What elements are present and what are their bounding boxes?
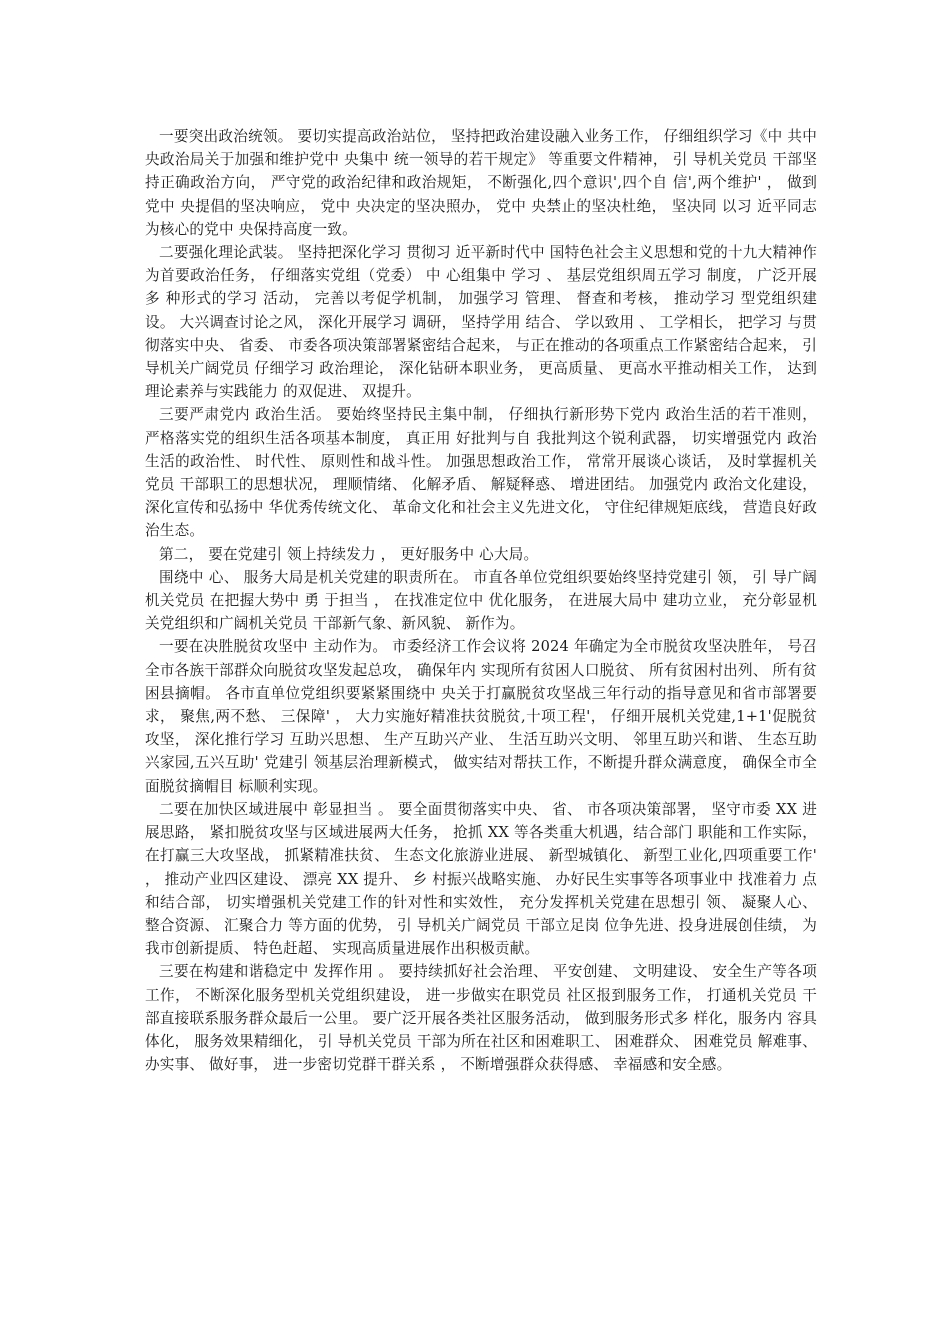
paragraph-regional-development: 二要在加快区域进展中 彰显担当 。 要全面贯彻落实中央、 省、 市各项决策部署， 坚守市委 XX 进展思路， 紧扣脱贫攻坚与区域进展两大任务， 抢抓 XX 等各类重大机遇，结合部门 职能和工作实际， 在打赢三大攻坚战， 抓紧精准扶贫、 生态文化旅游业进展、 新型城镇化、 新型工业化,四项重要工作' ， 推动产业四区建设、 漂亮 XX 提升、 乡 村振兴战略实施、 办好民生实事等各项事业中 找准着力 点和结合部， 切实增强机关党建工作的针对性和实效性， 充分发挥机关党建在思想引 领、 凝聚人心、 整合资源、 汇聚合力 等方面的优势， 引 导机关广阔党员 干部立足岗 位争先进、投身进展创佳绩， 为我市创新提质、 特色赶超、 实现高质量进展作出积极贡献。 [145, 800, 817, 958]
document-body [145, 125, 817, 1076]
paragraph-serve-overall: 围绕中 心、 服务大局是机关党建的职责所在。 市直各单位党组织要始终坚持党建引 领， 引 导广阔机关党员 在把握大势中 勇 于担当 ， 在找准定位中 优化服务， 在进展大局中 建功立业， 充分彰显机关党组织和广阔机关党员 干部新气象、新风貌、 新作为。 [145, 568, 817, 633]
paragraph-political-leadership: 一要突出政治统领。 要切实提高政治站位， 坚持把政治建设融入业务工作， 仔细组织学习《中 共中 央政治局关于加强和维护党中 央集中 统一领导的若干规定》 等重要文件精神， 引 导机关党员 干部坚持正确政治方向， 严守党的政治纪律和政治规矩， 不断强化,四个意识',四个自 信',两个维护' ， 做到党中 央提倡的坚决响应， 党中 央决定的坚决照办， 党中 央禁止的坚决杜绝， 坚决同 以习 近平同志为核心的党中 央保持高度一致。 [145, 128, 817, 238]
paragraph-harmony-stability: 三要在构建和谐稳定中 发挥作用 。 要持续抓好社会治理、 平安创建、 文明建设、 安全生产等各项工作， 不断深化服务型机关党组织建设， 进一步做实在职党员 社区报到服务工作， 打通机关党员 干部直接联系服务群众最后一公里。 要广泛开展各类社区服务活动， 做到服务形式多 样化，服务内 容具体化， 服务效果精细化， 引 导机关党员 干部为所在社区和困难职工、 困难群众、 困难党员 解难事、 办实事、 做好事， 进一步密切党群干群关系 ， 不断增强群众获得感、 幸福感和安全感。 [145, 963, 817, 1074]
paragraph-party-political-life: 三要严肃党内 政治生活。 要始终坚持民主集中制， 仔细执行新形势下党内 政治生活的若干准则， 严格落实党的组织生活各项基本制度， 真正用 好批判与自 我批判这个锐利武器， 切实增强党内 政治生活的政治性、 时代性、 原则性和战斗性。 加强思想政治工作， 常常开展谈心谈话， 及时掌握机关党员 干部职工的思想状况， 理顺情绪、 化解矛盾、 解疑释惑、 增进团结。 加强党内 政治文化建设， 深化宣传和弘扬中 华优秀传统文化、 革命文化和社会主义先进文化， 守住纪律规矩底线， 营造良好政治生态。 [145, 406, 817, 540]
section-heading-second: 第二， 要在党建引 领上持续发力 ， 更好服务中 心大局。 [159, 545, 539, 563]
paragraph-theory-arming: 二要强化理论武装。 坚持把深化学习 贯彻习 近平新时代中 国特色社会主义思想和党的十九大精神作为首要政治任务， 仔细落实党组（党委） 中 心组集中 学习 、 基层党组织周五学习 制度， 广泛开展多 种形式的学习 活动， 完善以考促学机制， 加强学习 管理、 督查和考核， 推动学习 型党组织建设。 大兴调查讨论之风， 深化开展学习 调研， 坚持学用 结合、 学以致用 、 工学相长， 把学习 与贯彻落实中央、 省委、 市委各项决策部署紧密结合起来， 与正在推动的各项重点工作紧密结合起来， 引 导机关广阔党员 仔细学习 政治理论， 深化钻研本职业务， 更高质量、 更高水平推动相关工作， 达到理论素养与实践能力 的双促进、 双提升。 [145, 244, 817, 401]
paragraph-poverty-alleviation: 一要在决胜脱贫攻坚中 主动作为。 市委经济工作会议将 2024 年确定为全市脱贫攻坚决胜年， 号召全市各族干部群众向脱贫攻坚发起总攻， 确保年内 实现所有贫困人口脱贫、 所有贫困村出列、 所有贫困县摘帽。 各市直单位党组织要紧紧围绕中 央关于打赢脱贫攻坚战三年行动的指导意见和省市部署要求， 聚焦,两不愁、 三保障' ， 大力实施好精准扶贫脱贫,十项工程'， 仔细开展机关党建,1+1'促脱贫攻坚， 深化推行学习 互助兴思想、 生产互助兴产业、 生活互助兴文明、 邻里互助兴和谐、 生态互助兴家园,五兴互助' 党建引 领基层治理新模式， 做实结对帮扶工作，不断提升群众满意度， 确保全市全面脱贫摘帽目 标顺利实现。 [145, 638, 817, 795]
